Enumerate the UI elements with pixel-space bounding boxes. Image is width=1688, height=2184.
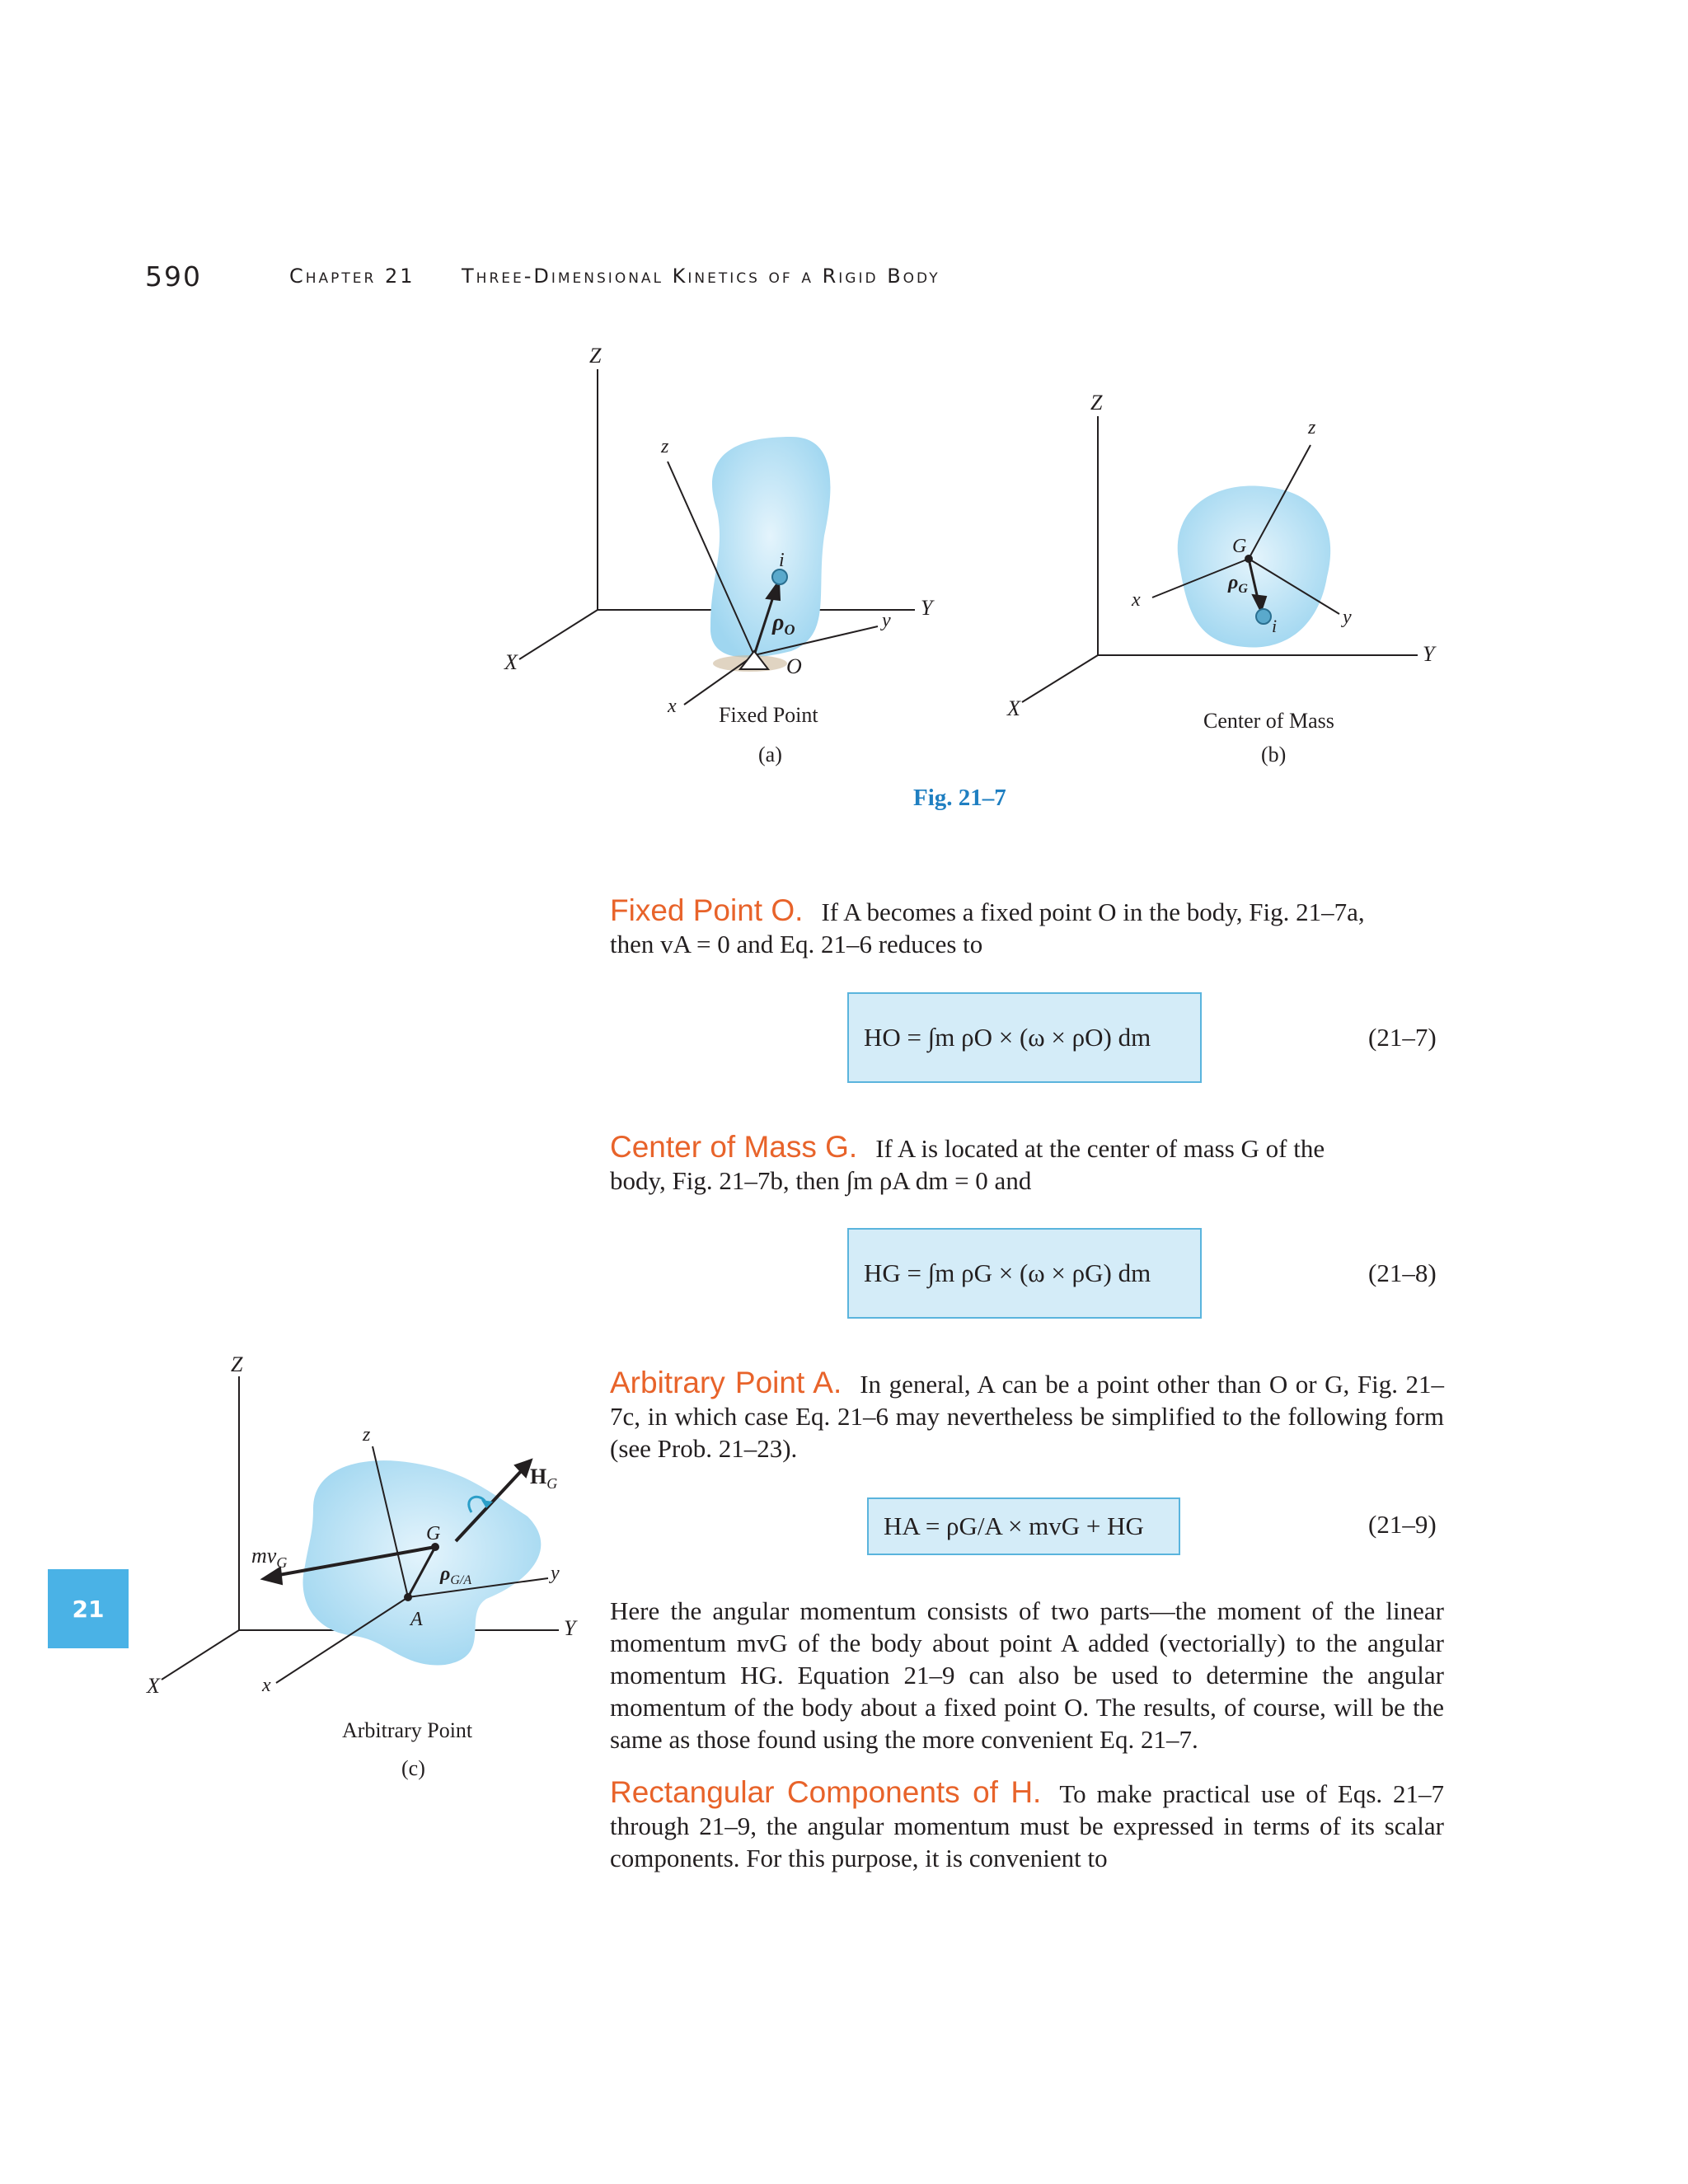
heading-fixed-point: Fixed Point O. [610, 893, 804, 927]
caption-a: Fixed Point [719, 703, 818, 727]
caption-c: Arbitrary Point [342, 1718, 473, 1742]
eq-number-21-9: (21–9) [1368, 1510, 1437, 1539]
label-X-b: X [1007, 696, 1020, 720]
arbitrary-after-text: Here the angular momentum consists of two parts—the moment of the linear momentum mvG of the body about point A added (vectorially) to the angular momentum HG. Equation 21–9 can also be used to determine the angular momentum of the body about a fixed point O. The results, of course, will be the same as those found using the more convenient Eq. 21–7. [610, 1596, 1444, 1754]
label-A-c: A [410, 1609, 423, 1630]
arbitrary-text: In general, A can be a point other than O or G, Fig. 21–7c, in which case Eq. 21–6 may nevertheless be simplified to the following form (see Prob. 21–23). [610, 1370, 1445, 1463]
particle-i-b [1256, 609, 1271, 624]
label-H-sub-c: G [546, 1475, 558, 1492]
point-A-c [404, 1593, 412, 1601]
label-Z-a: Z [589, 344, 602, 368]
caption-sub-a: (a) [758, 743, 782, 766]
figure-caption: Fig. 21–7 [913, 785, 1006, 811]
label-y-b: y [1343, 607, 1352, 628]
equation-21-8-box [847, 1228, 1202, 1319]
label-rho-sub-b: G [1238, 582, 1248, 596]
axis-X-c [162, 1630, 239, 1680]
label-rho-a: ρ [772, 610, 785, 635]
label-rho-b: ρ [1228, 572, 1239, 593]
label-x-c: x [262, 1675, 271, 1696]
label-rho-sub-c: G/A [450, 1573, 472, 1587]
label-G-c: G [426, 1523, 441, 1544]
rigid-body-a [710, 437, 831, 658]
svg-text:mvG [251, 1544, 287, 1571]
center-text-line1: If A is located at the center of mass G of the [875, 1134, 1325, 1163]
label-x-b: x [1132, 589, 1141, 611]
equation-21-7: HO = ∫m ρO × (ω × ρO) dm [864, 1023, 1151, 1052]
particle-i-a [772, 569, 787, 584]
label-y-c: y [551, 1563, 560, 1584]
chapter-label: Chapter 21 [289, 265, 415, 288]
label-X-c: X [147, 1674, 160, 1698]
section-arbitrary-point [610, 1366, 1444, 1465]
label-X-a: X [504, 650, 518, 674]
heading-arbitrary-point: Arbitrary Point A. [610, 1366, 842, 1399]
label-O-a: O [786, 654, 802, 678]
label-z-a: z [661, 436, 669, 457]
axis-X-b [1022, 655, 1098, 702]
label-z-b: z [1308, 417, 1316, 438]
section-center-of-mass [610, 1131, 1444, 1197]
label-mv-c: mv [251, 1544, 277, 1568]
equation-21-8: HG = ∫m ρG × (ω × ρG) dm [864, 1258, 1151, 1287]
label-H-c: H [530, 1465, 547, 1488]
label-rho-c: ρ [440, 1563, 451, 1585]
label-y-a: y [882, 610, 891, 631]
label-Z-c: Z [231, 1352, 243, 1376]
svg-text:HG [530, 1465, 557, 1492]
equation-21-9: HA = ρG/A × mvG + HG [884, 1511, 1144, 1540]
label-Y-b: Y [1423, 642, 1435, 666]
eq-number-21-7: (21–7) [1368, 1023, 1437, 1052]
label-i-b: i [1272, 616, 1278, 636]
label-x-a: x [668, 696, 677, 717]
label-Z-b: Z [1090, 391, 1103, 415]
caption-b: Center of Mass [1203, 709, 1334, 733]
label-Y-a: Y [921, 596, 933, 620]
equation-21-7-box [847, 992, 1202, 1083]
page-number: 590 [145, 260, 202, 293]
fixed-text-line2: then vA = 0 and Eq. 21–6 reduces to [610, 930, 983, 958]
caption-sub-b: (b) [1261, 743, 1287, 766]
label-mv-sub-c: G [276, 1554, 288, 1571]
figure-21-7-ab [0, 0, 1688, 824]
chapter-title: Three-Dimensional Kinetics of a Rigid Body [462, 265, 940, 288]
section-fixed-point [610, 894, 1444, 960]
axis-X-a [519, 610, 598, 659]
center-text-line2: body, Fig. 21–7b, then ∫m ρA dm = 0 and [610, 1166, 1032, 1195]
equation-21-9-box [867, 1497, 1180, 1555]
label-G-b: G [1232, 536, 1247, 557]
eq-number-21-8: (21–8) [1368, 1258, 1437, 1287]
label-z-c: z [363, 1424, 371, 1446]
heading-center-of-mass: Center of Mass G. [610, 1130, 858, 1164]
rigid-body-b [1178, 486, 1330, 648]
label-i-a: i [779, 550, 785, 571]
chapter-tab: 21 [48, 1569, 129, 1648]
heading-rectangular-components: Rectangular Components of H. [610, 1775, 1042, 1809]
label-Y-c: Y [564, 1616, 576, 1640]
label-rho-sub-a: O [784, 621, 795, 638]
rect-text: To make practical use of Eqs. 21–7 through 21–9, the angular momentum must be expressed in terms of its scalar components. For this purpose, it is convenient to [610, 1779, 1444, 1872]
caption-sub-c: (c) [401, 1756, 425, 1780]
fixed-text-line1: If A becomes a fixed point O in the body, Fig. 21–7a, [821, 898, 1365, 926]
section-rectangular-components [610, 1776, 1444, 1874]
